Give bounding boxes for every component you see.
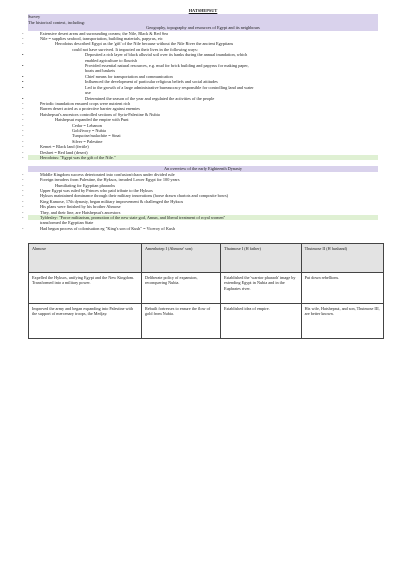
bullet-marker: - [22, 127, 24, 133]
survey-label: Survey [28, 14, 378, 19]
table-cell: Expelled the Hyksos, unifying Egypt and the New Kingdom. Transformed into a military power. [29, 273, 142, 304]
bullet-marker: - [22, 100, 24, 106]
table-row [29, 273, 384, 304]
bullet-marker: - [22, 215, 24, 221]
list-item-text: Middle Kingdom success deteriorated into confusion/chaos under divided rule [40, 171, 175, 177]
list-item-text: Periodic inundation ensured crops were nutrient rich [40, 100, 131, 106]
table-header-cell: Amenhotep I (Ahmose' son) [141, 244, 220, 273]
list-item [22, 154, 378, 160]
table-header-cell: Thutmose I (H father) [221, 244, 302, 273]
table-cell: Established idea of empire. [221, 304, 302, 339]
context-heading: The historical context, including: [28, 20, 378, 25]
bullet-marker: - [22, 209, 24, 215]
bullet-marker: - [22, 41, 24, 47]
list-item-text: enabled agriculture to flourish [85, 57, 137, 63]
table-cell: Put down rebellions. [301, 273, 383, 304]
bullet-marker: - [22, 193, 24, 199]
bullet-marker: - [22, 30, 24, 36]
list-item-text: Tyldesley: "Force militarism, promotion of the new state god, Amun, and liberal treatment of royal women" [40, 215, 226, 221]
bullet-marker: - [22, 36, 24, 42]
bullet-marker: - [22, 138, 24, 144]
document-title: HATSHEPSUT [188, 8, 218, 13]
list-item-text: Humiliating for Egyptian pharaohs [55, 182, 116, 188]
list-item-text: Hyksos maintained dominance through their military innovations (horse drawn chariots and composite bows) [40, 193, 229, 199]
bullet-marker: • [22, 73, 24, 79]
list-item-text: Extensive desert areas and surrounding oceans; the Nile, Black & Red Sea [40, 30, 168, 36]
table-cell: Improved the army and began expanding into Palestine with the support of mercenary troops, the Medjay. [29, 304, 142, 339]
list-item-text: Led to the growth of a large administrative bureaucracy responsible for controlling land and water [85, 84, 254, 90]
bullet-marker: - [22, 198, 24, 204]
list-item-text: Had begun process of colonisation eg "King's son of Kush" = Viceroy of Kush [40, 225, 175, 231]
list-item-text: King Kamose, 17th dynasty, began military improvement & challenged the Hyksos [40, 198, 184, 204]
table-cell: His wife, Hatshepsut, and son, Thutmose III, are better known. [301, 304, 383, 339]
table-row [29, 304, 384, 339]
list-item-text: Gold/ivory = Nubia [72, 127, 106, 133]
bullet-marker: - [22, 188, 24, 193]
bullet-marker: • [22, 52, 24, 58]
list-item-text: Chief means for transportation and communication [85, 73, 173, 79]
list-item-text: Deshret = Red land (desert) [40, 149, 88, 155]
bullet-marker: - [22, 182, 24, 188]
table-cell: Established the 'warrior pharaoh' image by extending Egypt in Nubia and in the Euphrates river. [221, 273, 302, 304]
list-item-text: Foreign invaders from Palestine, the Hyksos, invaded Lower Egypt for 100 years [40, 177, 180, 183]
bullet-marker: - [22, 171, 24, 177]
list-item-text: They, and their line, are Hatshepsut's ancestors [40, 209, 121, 215]
list-item-text: Kemet = Black land (fertile) [40, 144, 89, 150]
list-item-text: Silver = Palestine [72, 138, 103, 144]
bullet-marker: - [22, 144, 24, 150]
table-header-row [29, 244, 384, 273]
bullet-marker: - [22, 117, 24, 123]
table-cell: Rebuilt fortresses to ensure the flow of gold from Nubia. [141, 304, 220, 339]
bullet-marker: • [22, 79, 24, 85]
list-item-text: boats and baskets [85, 68, 116, 74]
section2-list [22, 171, 378, 231]
list-item-text: Herodotus: "Egypt was the gift of the Nile." [40, 154, 116, 160]
table-header-cell: Ahmose [29, 244, 142, 273]
bullet-marker: • [22, 63, 24, 69]
section1-list [22, 30, 378, 161]
list-item-text: His plans were finished by his brother Ahmose [40, 204, 121, 210]
bullet-marker: - [22, 122, 24, 128]
list-item-text: could not have survived. It impacted on their lives in the following ways: [72, 46, 198, 52]
list-item-text: Determined the season of the year and regulated the activities of the people [85, 95, 215, 101]
bullet-marker: • [22, 95, 24, 101]
bullet-marker: - [22, 225, 24, 231]
list-item-text: Upper Egypt was ruled by Princes who paid tribute to the Hyksos [40, 188, 153, 193]
table-cell: Deliberate policy of expansion, reconquering Nubia. [141, 273, 220, 304]
list-item-text: Hatshepsut's ancestors controlled sections of Syria-Palestine & Nubia [40, 111, 160, 117]
list-item [22, 225, 378, 231]
list-item-text: Provided essential natural resources, e.g. mud for brick building and papyrus for making paper, [85, 63, 249, 69]
bullet-marker: - [22, 149, 24, 155]
list-item-text: transformed the Egyptian State [40, 220, 94, 226]
section1-heading: Geography, topography and resources of Egypt and its neighbours [28, 25, 378, 30]
list-item-text: Deposited a rich layer of black alluvial soil over its banks during the annual inundation, which [85, 52, 248, 58]
list-item-text: Nile = supplies seafood, transportation, building materials, papyrus, etc [40, 36, 163, 42]
list-item-text: Herodotus described Egypt as the 'gift' of the Nile because without the Nile River the ancient Egyptians [55, 41, 234, 47]
bullet-marker: - [22, 111, 24, 117]
table-header-cell: Thutmose II (H husband) [301, 244, 383, 273]
bullet-marker: - [22, 177, 24, 183]
list-item-text: use [85, 90, 91, 96]
bullet-marker: - [22, 154, 24, 160]
list-item-text: Influenced the development of particular religious beliefs and social attitudes [85, 79, 218, 85]
list-item-text: Hatshepsut expanded the empire with Punt [55, 117, 129, 123]
bullet-marker: • [22, 84, 24, 90]
list-item-text: Barren desert acted as a protective barrier against enemies [40, 106, 140, 112]
bullet-marker: - [22, 106, 24, 112]
list-item-text: Cedar = Lebanon [72, 122, 102, 128]
section2-heading: An overview of the early Eighteenth Dynasty [28, 166, 378, 171]
bullet-marker: - [22, 133, 24, 139]
list-item-text: Turquoise/malachite = Sinai [72, 133, 121, 139]
pharaoh-table [28, 243, 384, 339]
bullet-marker: - [22, 204, 24, 210]
